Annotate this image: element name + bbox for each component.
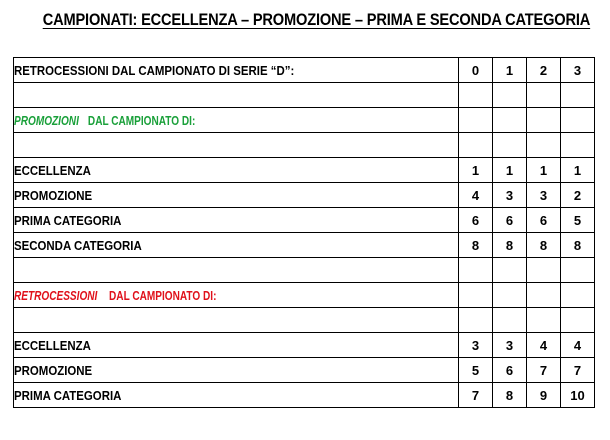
empty-cell — [14, 133, 459, 158]
empty-cell — [14, 83, 459, 108]
empty-cell — [561, 108, 595, 133]
page-title: CAMPIONATI: ECCELLENZA – PROMOZIONE – PRIMA E SECONDA CATEGORIA — [42, 10, 591, 29]
header-col-0: 0 — [459, 58, 493, 83]
row-label: PRIMA CATEGORIA — [14, 387, 122, 403]
value-cell: 8 — [493, 233, 527, 258]
row-label-cell — [14, 358, 459, 383]
value-cell: 6 — [527, 208, 561, 233]
value-cell: 6 — [459, 208, 493, 233]
value-cell: 4 — [561, 333, 595, 358]
table-row — [14, 333, 595, 358]
value-cell: 6 — [493, 358, 527, 383]
empty-cell — [493, 108, 527, 133]
empty-cell — [527, 283, 561, 308]
row-label: ECCELLENZA — [14, 337, 91, 353]
value-cell: 10 — [561, 383, 595, 408]
promozioni-heading — [14, 113, 210, 128]
empty-cell — [561, 283, 595, 308]
empty-cell — [493, 258, 527, 283]
empty-row — [14, 83, 595, 108]
row-label: PRIMA CATEGORIA — [14, 212, 122, 228]
row-label-cell — [14, 383, 459, 408]
retrocessioni-heading-row — [14, 283, 595, 308]
empty-cell — [527, 83, 561, 108]
retrocessioni-rest: DAL CAMPIONATO DI: — [108, 287, 217, 303]
empty-cell — [561, 258, 595, 283]
value-cell: 8 — [493, 383, 527, 408]
empty-row — [14, 308, 595, 333]
value-cell: 9 — [527, 383, 561, 408]
row-label: ECCELLENZA — [14, 162, 91, 178]
value-cell: 3 — [459, 333, 493, 358]
empty-row — [14, 133, 595, 158]
value-cell: 7 — [527, 358, 561, 383]
header-col-2: 2 — [527, 58, 561, 83]
value-cell: 1 — [493, 158, 527, 183]
value-cell: 3 — [527, 183, 561, 208]
empty-cell — [459, 108, 493, 133]
empty-cell — [14, 258, 459, 283]
promozioni-heading-cell — [14, 108, 459, 133]
value-cell: 8 — [527, 233, 561, 258]
value-cell: 4 — [527, 333, 561, 358]
empty-cell — [561, 308, 595, 333]
header-row — [14, 58, 595, 83]
value-cell: 5 — [561, 208, 595, 233]
promozioni-keyword: PROMOZIONI — [14, 112, 79, 128]
value-cell: 1 — [527, 158, 561, 183]
row-label-cell — [14, 208, 459, 233]
value-cell: 5 — [459, 358, 493, 383]
retrocessioni-heading-cell — [14, 283, 459, 308]
empty-cell — [493, 133, 527, 158]
promozioni-heading-row — [14, 108, 595, 133]
row-label: PROMOZIONE — [14, 362, 93, 378]
empty-cell — [527, 133, 561, 158]
table-row — [14, 383, 595, 408]
value-cell: 1 — [459, 158, 493, 183]
value-cell: 4 — [459, 183, 493, 208]
empty-cell — [493, 308, 527, 333]
empty-cell — [561, 133, 595, 158]
row-label-cell — [14, 158, 459, 183]
header-label-cell — [14, 58, 459, 83]
row-label: PROMOZIONE — [14, 187, 93, 203]
empty-cell — [527, 308, 561, 333]
value-cell: 8 — [561, 233, 595, 258]
value-cell: 7 — [459, 383, 493, 408]
value-cell: 8 — [459, 233, 493, 258]
retrocessioni-heading — [14, 288, 231, 303]
header-col-3: 3 — [561, 58, 595, 83]
empty-cell — [527, 258, 561, 283]
empty-cell — [459, 258, 493, 283]
empty-cell — [493, 83, 527, 108]
row-label-cell — [14, 333, 459, 358]
table-row — [14, 158, 595, 183]
empty-cell — [561, 83, 595, 108]
empty-cell — [14, 308, 459, 333]
promozioni-rest: DAL CAMPIONATO DI: — [87, 112, 196, 128]
value-cell: 3 — [493, 183, 527, 208]
empty-cell — [527, 108, 561, 133]
empty-row — [14, 258, 595, 283]
row-label-cell — [14, 183, 459, 208]
value-cell: 7 — [561, 358, 595, 383]
header-label: RETROCESSIONI DAL CAMPIONATO DI SERIE “D”: — [14, 62, 295, 78]
value-cell: 3 — [493, 333, 527, 358]
row-label: SECONDA CATEGORIA — [14, 237, 142, 253]
value-cell: 6 — [493, 208, 527, 233]
value-cell: 1 — [561, 158, 595, 183]
table-row — [14, 183, 595, 208]
empty-cell — [459, 133, 493, 158]
table-row — [14, 208, 595, 233]
value-cell: 2 — [561, 183, 595, 208]
empty-cell — [459, 83, 493, 108]
table-row — [14, 233, 595, 258]
empty-cell — [493, 283, 527, 308]
header-col-1: 1 — [493, 58, 527, 83]
retrocessioni-keyword: RETROCESSIONI — [14, 287, 98, 303]
empty-cell — [459, 308, 493, 333]
standings-table — [13, 57, 595, 408]
table-row — [14, 358, 595, 383]
row-label-cell — [14, 233, 459, 258]
empty-cell — [459, 283, 493, 308]
